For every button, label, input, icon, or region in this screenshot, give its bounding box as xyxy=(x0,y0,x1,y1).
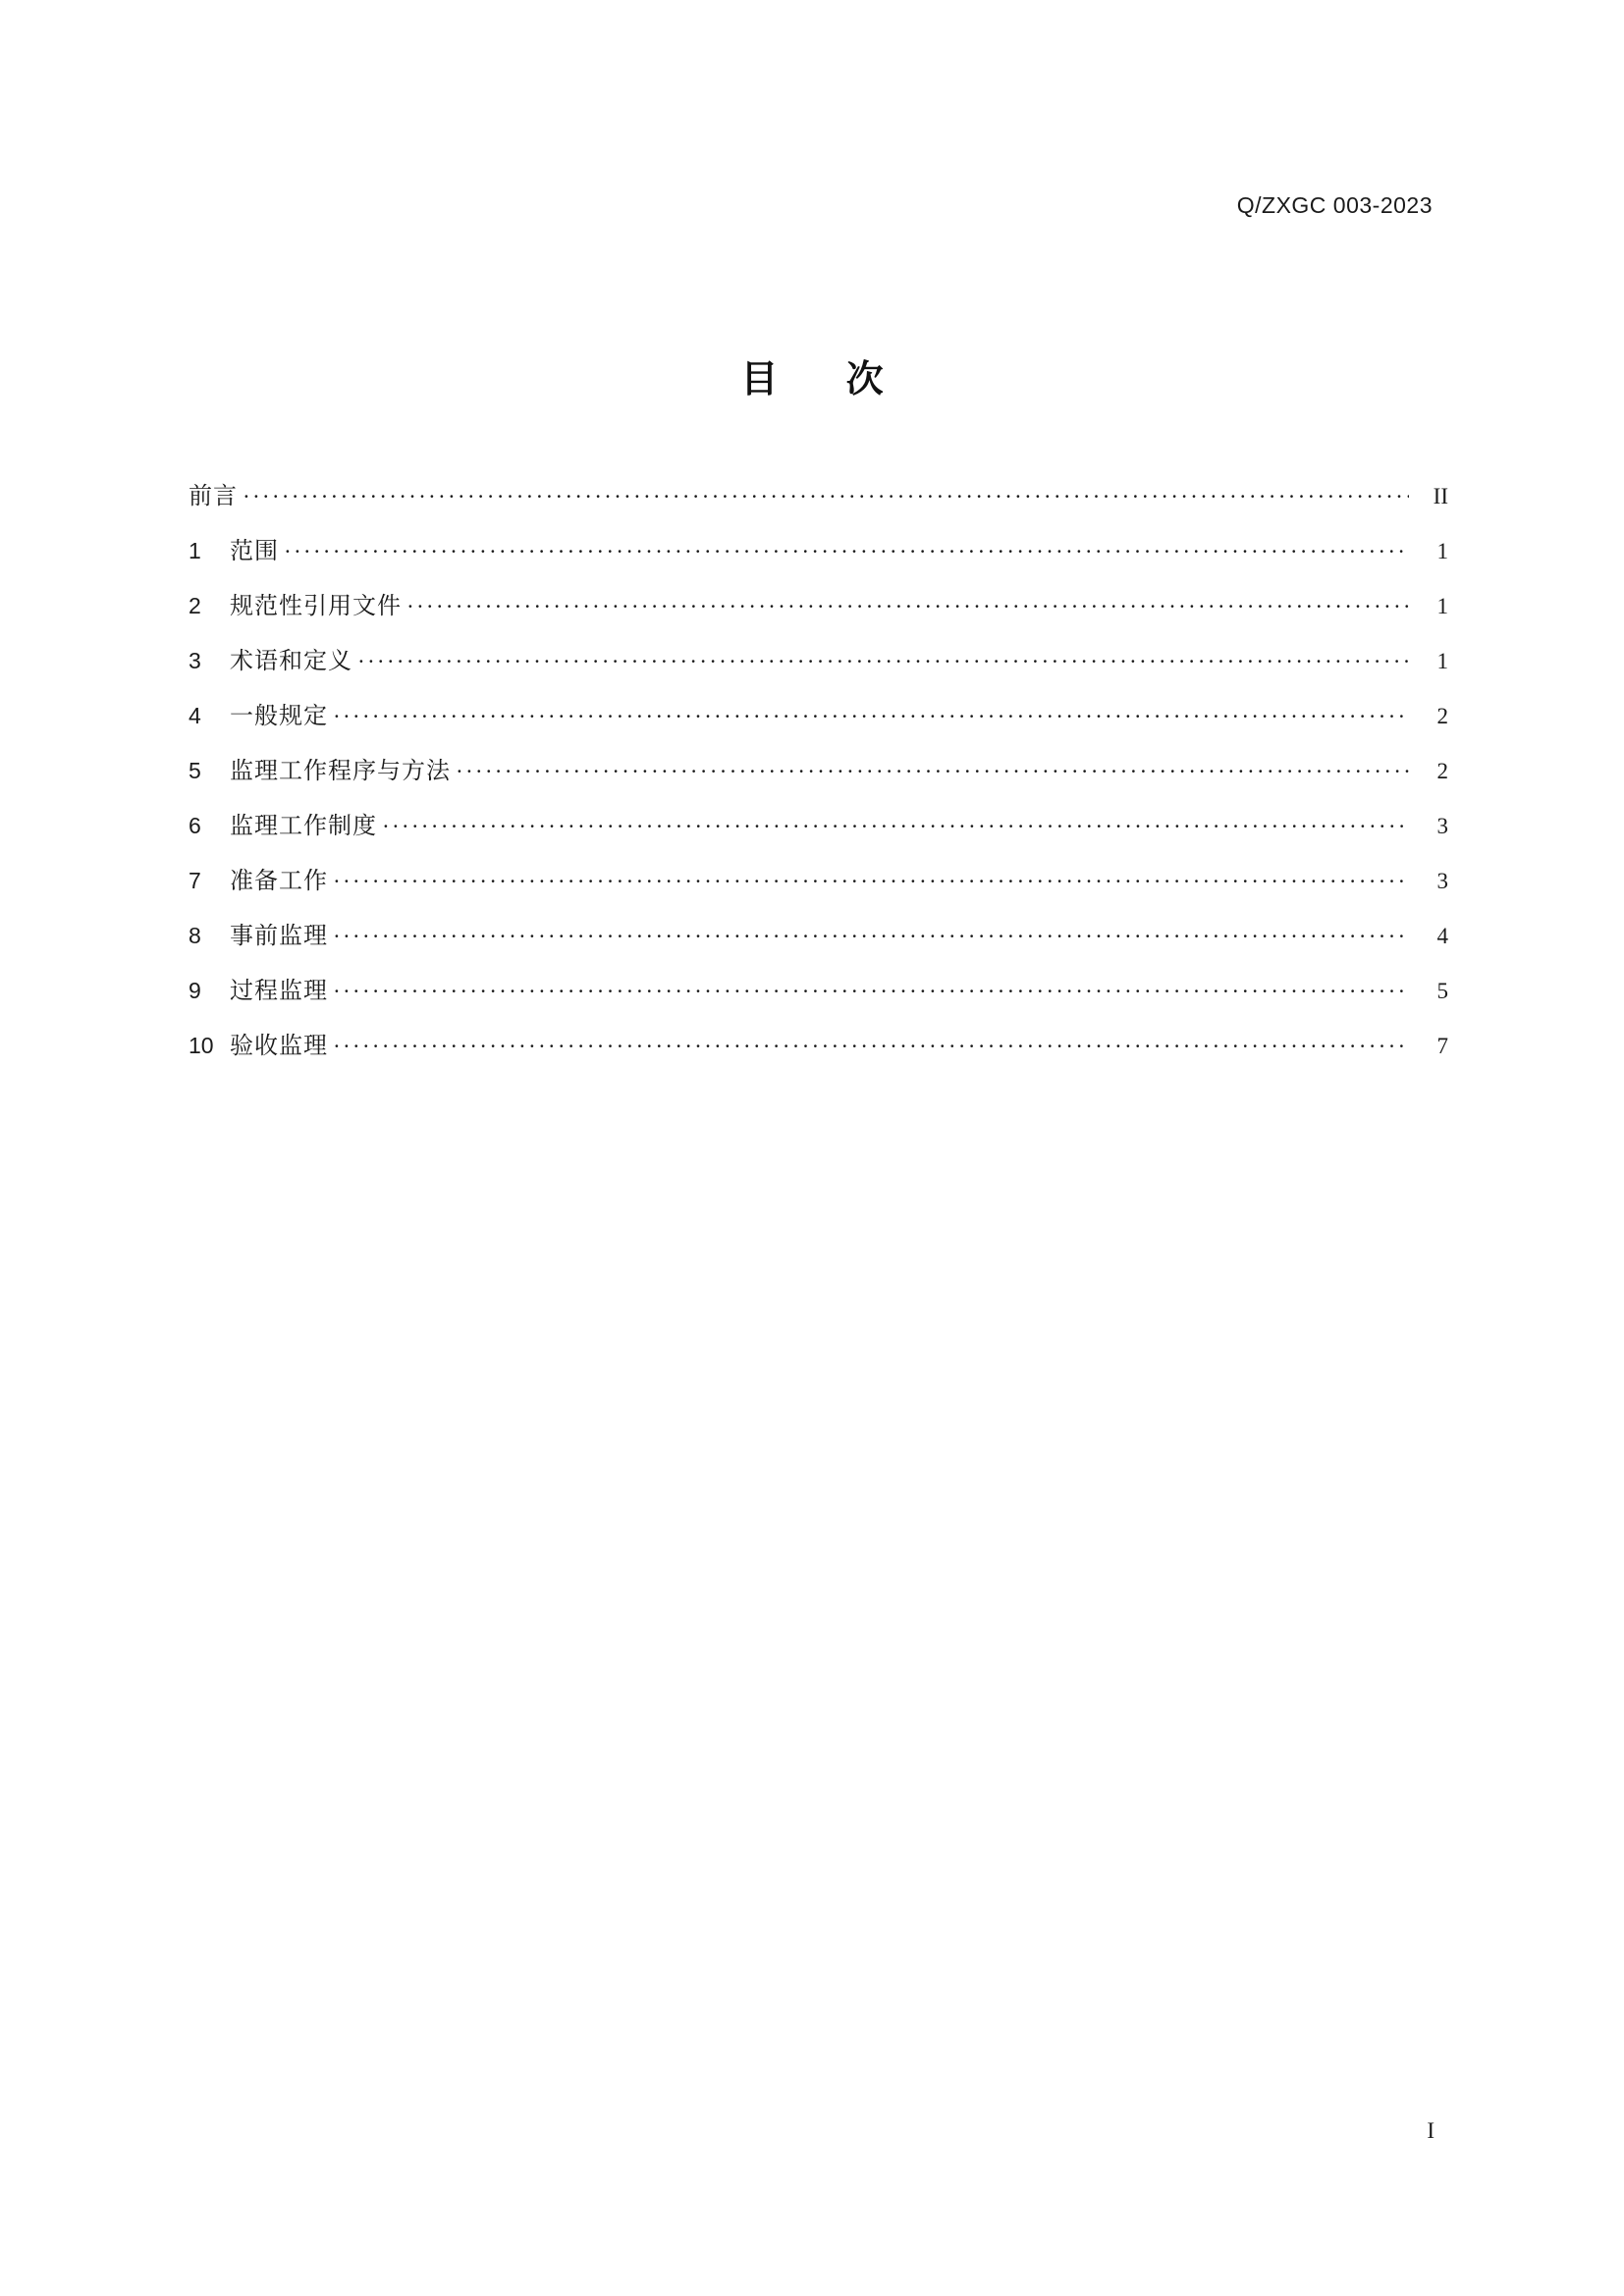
toc-entry-page: 5 xyxy=(1436,979,1448,1003)
toc-leader-dots xyxy=(334,702,1409,723)
toc-entry-label: 一般规定 xyxy=(230,702,328,729)
toc-entry-number: 2 xyxy=(189,593,201,618)
toc-entry-page: 7 xyxy=(1436,1034,1448,1058)
toc-entry-label: 事前监理 xyxy=(230,922,328,949)
toc-entry-label: 准备工作 xyxy=(230,867,328,894)
toc-entry-page: 4 xyxy=(1436,924,1448,948)
toc-entry-label: 规范性引用文件 xyxy=(230,592,402,619)
toc-entry-label: 过程监理 xyxy=(230,977,328,1004)
toc-entry-page: 1 xyxy=(1436,594,1448,618)
toc-entry-3[interactable] xyxy=(189,641,1448,696)
toc-entry-10[interactable] xyxy=(189,1026,1448,1081)
toc-entry-number: 9 xyxy=(189,978,201,1003)
toc-entry-number: 7 xyxy=(189,868,201,893)
toc-entry-label: 范围 xyxy=(230,537,279,564)
toc-leader-dots xyxy=(285,537,1409,559)
toc-entry-label: 术语和定义 xyxy=(230,647,352,674)
toc-leader-dots xyxy=(457,757,1409,778)
toc-entry-number: 4 xyxy=(189,703,201,728)
toc-entry-page: 3 xyxy=(1436,814,1448,838)
page-title: 目 次 xyxy=(740,357,911,400)
toc-leader-dots xyxy=(358,647,1409,668)
toc-entry-label: 验收监理 xyxy=(230,1032,328,1059)
toc-entry-number: 1 xyxy=(189,538,201,563)
toc-leader-dots xyxy=(334,1032,1409,1053)
toc-leader-dots xyxy=(244,482,1409,504)
table-of-contents xyxy=(189,476,1448,1081)
toc-entry-page: 1 xyxy=(1436,539,1448,563)
toc-entry-5[interactable] xyxy=(189,751,1448,806)
toc-entry-9[interactable] xyxy=(189,971,1448,1026)
toc-entry-number: 5 xyxy=(189,758,201,783)
toc-leader-dots xyxy=(334,922,1409,943)
toc-entry-number: 8 xyxy=(189,923,201,948)
toc-entry-label: 监理工作程序与方法 xyxy=(230,757,451,784)
toc-entry-8[interactable] xyxy=(189,916,1448,971)
toc-entry-preface[interactable] xyxy=(189,476,1448,531)
toc-entry-page: 2 xyxy=(1436,759,1448,783)
toc-leader-dots xyxy=(383,812,1409,833)
toc-entry-page: II xyxy=(1433,484,1448,508)
toc-entry-page: 1 xyxy=(1436,649,1448,673)
toc-leader-dots xyxy=(334,977,1409,998)
toc-entry-6[interactable] xyxy=(189,806,1448,861)
toc-leader-dots xyxy=(334,867,1409,888)
page-number: I xyxy=(1427,2118,1435,2143)
toc-entry-page: 2 xyxy=(1436,704,1448,728)
toc-entry-number: 10 xyxy=(189,1033,214,1058)
toc-entry-1[interactable] xyxy=(189,531,1448,586)
toc-entry-page: 3 xyxy=(1436,869,1448,893)
toc-entry-7[interactable] xyxy=(189,861,1448,916)
toc-leader-dots xyxy=(407,592,1409,614)
toc-entry-number: 3 xyxy=(189,648,201,673)
toc-entry-number: 6 xyxy=(189,813,201,838)
toc-entry-2[interactable] xyxy=(189,586,1448,641)
toc-entry-label: 监理工作制度 xyxy=(230,812,377,839)
standard-code: Q/ZXGC 003-2023 xyxy=(1236,192,1433,218)
toc-entry-4[interactable] xyxy=(189,696,1448,751)
toc-entry-label: 前言 xyxy=(189,482,238,509)
